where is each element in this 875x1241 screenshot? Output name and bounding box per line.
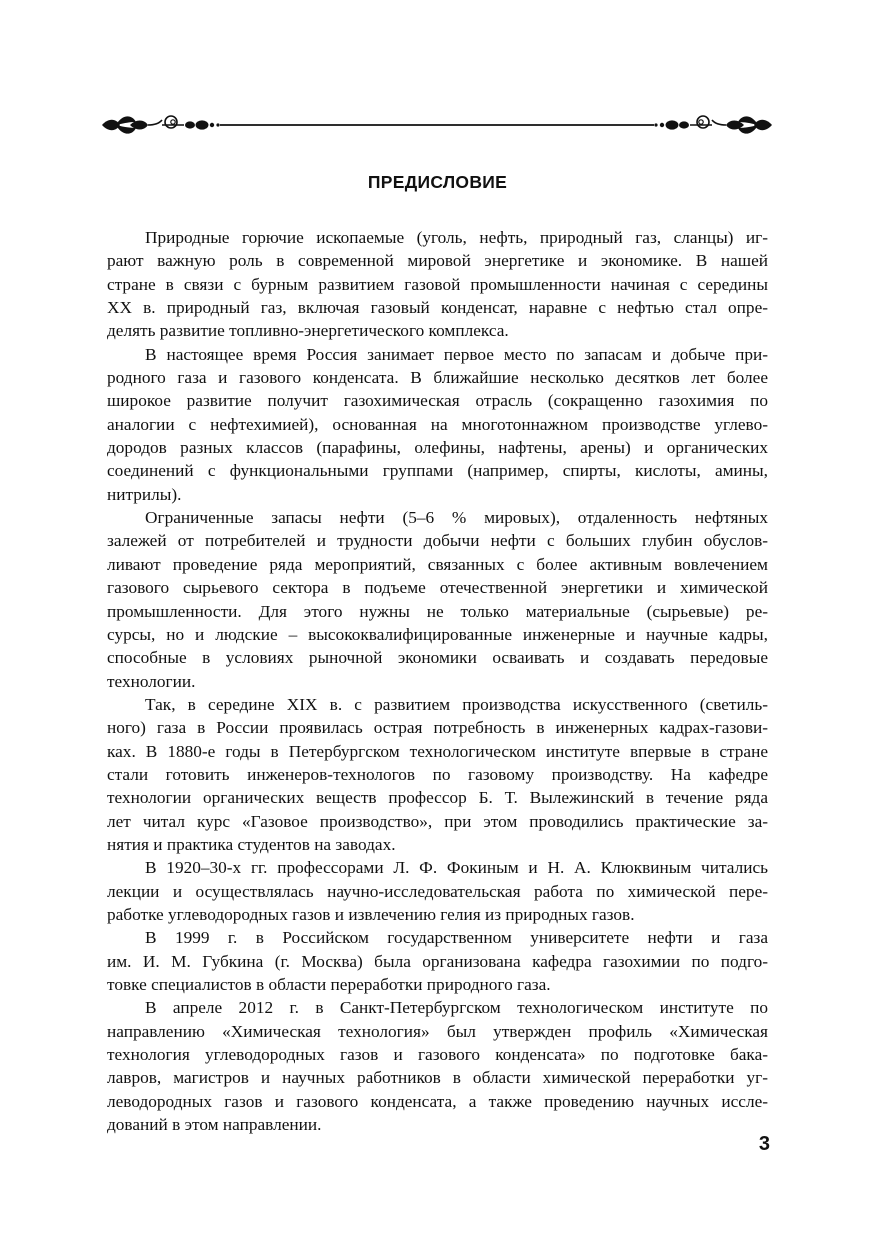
text-line: способные в условиях рыночной экономики осваивать и создавать передовые	[107, 648, 768, 668]
text-line: делять развитие топливно-энергетического комплекса.	[107, 321, 509, 341]
text-line: аналогии с нефтехимией), основанная на многотоннажном производстве углево-	[107, 414, 768, 434]
text-line: стране в связи с бурным развитием газовой промышленности начиная с середины	[107, 274, 768, 294]
paragraph	[107, 693, 768, 856]
text-line: В настоящее время Россия занимает первое место по запасам и добыче при-	[145, 344, 768, 364]
text-line: технологии.	[107, 671, 196, 691]
text-line: работке углеводородных газов и извлечению гелия из природных газов.	[107, 904, 635, 924]
body-text	[107, 226, 768, 1136]
text-line: В 1999 г. в Российском государственном университете нефти и газа	[145, 928, 768, 948]
text-line: широкое развитие получит газохимическая отрасль (сокращенно газохимия по	[107, 391, 768, 411]
paragraph	[107, 343, 768, 506]
text-line: леводородных газов и газового конденсата, а также проведению научных иссле-	[107, 1091, 768, 1111]
page-number: 3	[758, 1133, 770, 1155]
text-line: технология углеводородных газов и газового конденсата» по подготовке бака-	[107, 1045, 768, 1065]
paragraph	[107, 996, 768, 1136]
paragraph	[107, 506, 768, 693]
text-line: промышленности. Для этого нужны не только материальные (сырьевые) ре-	[107, 601, 768, 621]
text-line: Природные горючие ископаемые (уголь, нефть, природный газ, сланцы) иг-	[145, 228, 768, 247]
text-line: В апреле 2012 г. в Санкт-Петербургском технологическом институте по	[145, 998, 768, 1018]
text-line: лавров, магистров и научных работников в области химической переработки уг-	[107, 1068, 768, 1088]
text-line: нитрилы).	[107, 484, 182, 504]
text-line: им. И. М. Губкина (г. Москва) была организована кафедра газохимии по подго-	[107, 951, 768, 971]
text-line: XX в. природный газ, включая газовый конденсат, наравне с нефтью стал опре-	[107, 298, 768, 318]
text-line: рают важную роль в современной мировой энергетике и экономике. В нашей	[107, 251, 768, 271]
text-line: Так, в середине XIX в. с развитием производства искусственного (светиль-	[145, 694, 768, 714]
text-line: дородов разных классов (парафины, олефины, нафтены, арены) и органических	[107, 438, 768, 458]
text-line: Ограниченные запасы нефти (5–6 % мировых), отдаленность нефтяных	[145, 508, 768, 528]
text-line: соединений с функциональными группами (например, спирты, кислоты, амины,	[107, 461, 768, 481]
paragraph	[107, 926, 768, 996]
text-line: газового сырьевого сектора в подъеме отечественной энергетики и химической	[107, 578, 768, 598]
text-line: лекции и осуществлялась научно-исследовательская работа по химической пере-	[107, 881, 768, 901]
text-line: направлению «Химическая технология» был утвержден профиль «Химическая	[107, 1021, 768, 1041]
decorative-divider-icon	[100, 110, 774, 140]
text-line: залежей от потребителей и трудности добычи нефти с больших глубин обуслов-	[107, 531, 768, 551]
paragraph	[107, 226, 768, 343]
text-line: ного) газа в России проявилась острая потребность в инженерных кадрах-газови-	[107, 718, 768, 738]
text-line: стали готовить инженеров-технологов по газовому производству. На кафедре	[107, 764, 768, 784]
text-line: сурсы, но и людские – высококвалифицированные инженерные и научные кадры,	[107, 624, 768, 644]
text-line: технологии органических веществ профессор Б. Т. Вылежинский в течение ряда	[107, 788, 768, 808]
text-line: ливают проведение ряда мероприятий, связанных с более активным вовлечением	[107, 554, 768, 574]
text-line: лет читал курс «Газовое производство», при этом проводились практические за-	[107, 811, 768, 831]
paragraph	[107, 856, 768, 926]
text-line: ках. В 1880-е годы в Петербургском технологическом институте впервые в стране	[107, 741, 768, 761]
text-line: нятия и практика студентов на заводах.	[107, 834, 396, 854]
text-line: родного газа и газового конденсата. В ближайшие несколько десятков лет более	[107, 368, 768, 388]
text-line: В 1920–30-х гг. профессорами Л. Ф. Фокиным и Н. А. Клюквиным читались	[145, 858, 768, 878]
text-line: дований в этом направлении.	[107, 1115, 322, 1135]
text-line: товке специалистов в области переработки природного газа.	[107, 975, 551, 994]
page-title: ПРЕДИСЛОВИЕ	[367, 172, 508, 192]
